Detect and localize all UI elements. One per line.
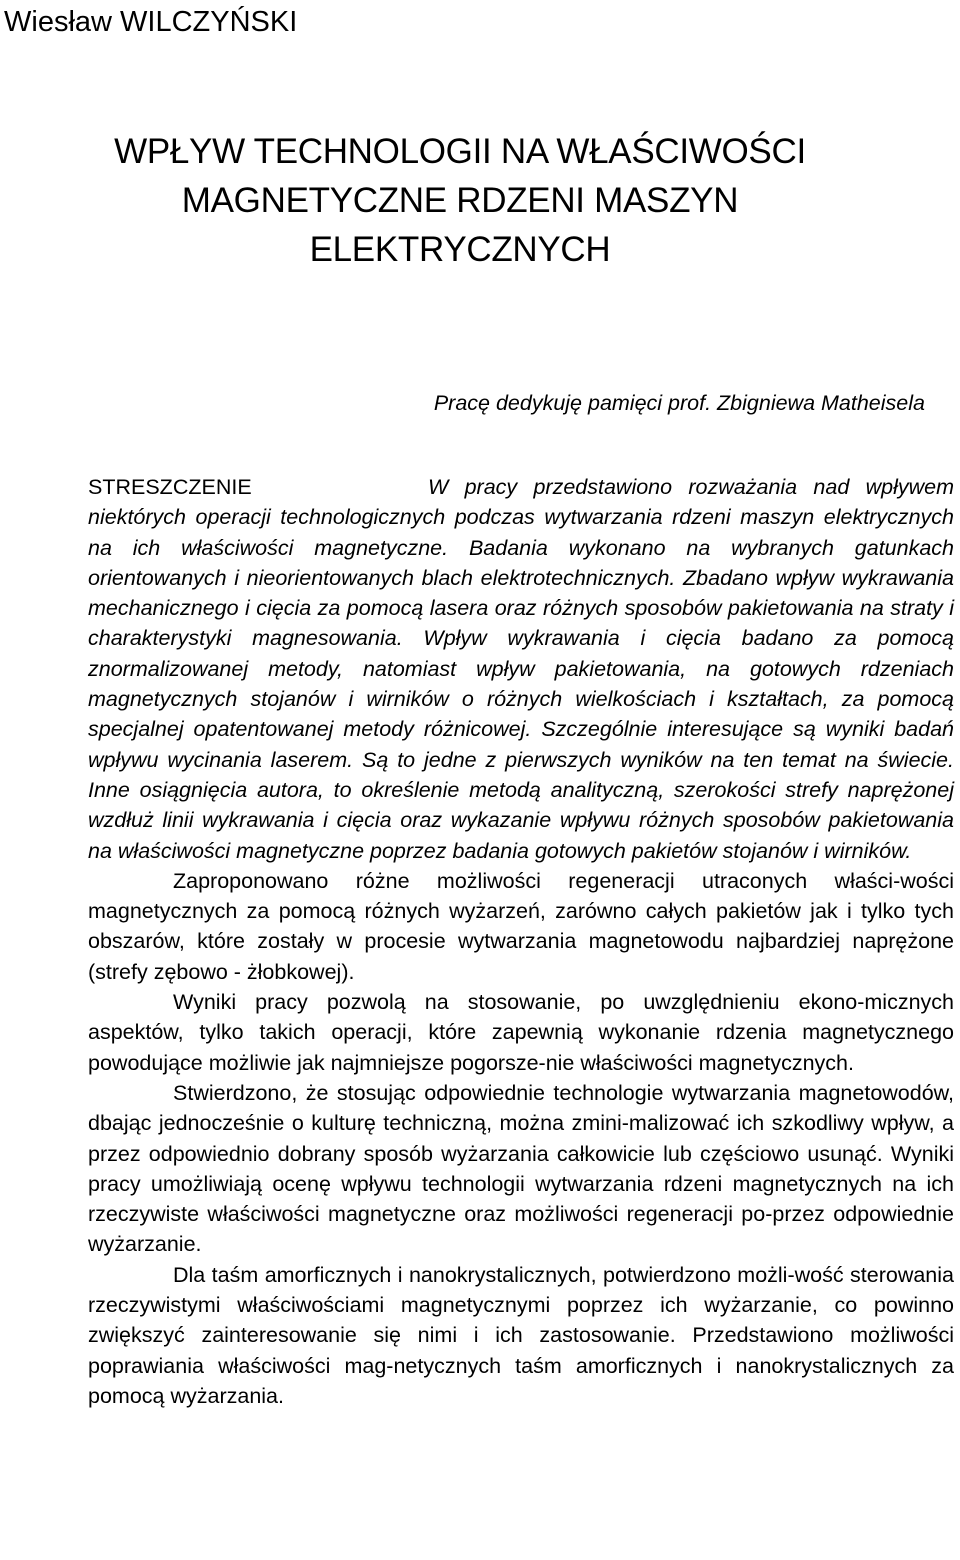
abstract-label: STRESZCZENIE: [88, 475, 252, 499]
title-line: ELEKTRYCZNYCH: [309, 230, 611, 269]
paper-body: [88, 472, 954, 1411]
title-line: MAGNETYCZNE RDZENI MASZYN: [181, 181, 739, 220]
author-name: Wiesław WILCZYŃSKI: [4, 6, 298, 38]
body-paragraph: Dla taśm amorficznych i nanokrystalicznych, potwierdzono możli-wość sterowania rzeczywistymi właściwościami magnetycznymi poprzez ich wyżarzanie, co powinno zwiększyć zainteresowanie się nimi i ich zastosowanie. Przedstawiono możliwości poprawiania właściwości mag-netycznych taśm amorficznych i nanokrystalicznych za pomocą wyżarzania.: [88, 1262, 954, 1408]
abstract-paragraph: [88, 472, 954, 866]
body-paragraph: Wyniki pracy pozwolą na stosowanie, po uwzględnieniu ekono-micznych aspektów, tylko takich operacji, które zapewnią wykonanie rdzenia magnetycznego powodujące możliwie jak najmniejsze pogorsze-nie właściwości magnetycznych.: [88, 990, 954, 1075]
dedication: Pracę dedykuję pamięci prof. Zbigniewa Matheisela: [433, 391, 925, 415]
body-paragraph: Zaproponowano różne możliwości regeneracji utraconych właści-wości magnetycznych za pomocą różnych wyżarzeń, zarówno całych pakietów jak i tylko tych obszarów, które zostały w procesie wytwarzania magnetowodu najbardziej naprężone (strefy zębowo - żłobkowej).: [88, 868, 954, 984]
title-line: WPŁYW TECHNOLOGII NA WŁAŚCIWOŚCI: [114, 132, 806, 171]
abstract-text: W pracy przedstawiono rozważania nad wpływem niektórych operacji technologicznych podczas wytwarzania rdzeni maszyn elektrycznych na ich właściwości magnetyczne. Badania wykonano na wybranych gatunkach orientowanych i nieorientowanych blach elektrotechnicznych. Zbadano wpływ wykrawania mechanicznego i cięcia za pomocą lasera oraz różnych sposobów pakietowania na straty i charakterystyki magnesowania. Wpływ wykrawania i cięcia badano za pomocą znormalizowanej metody, natomiast wpływ pakietowania, na gotowych rdzeniach magnetycznych stojanów i wirników o różnych wielkościach i kształtach, za pomocą specjalnej opatentowanej metody różnicowej. Szczególnie interesujące są wyniki badań wpływu wycinania laserem. Są to jedne z pierwszych wyników na ten temat na świecie. Inne osiągnięcia autora, to określenie metodą analityczną, szerokości strefy naprężonej wzdłuż linii wykrawania i cięcia oraz wykazanie wpływu różnych sposobów pakietowania na właściwości magnetyczne poprzez badania gotowych pakietów stojanów i wirników.: [88, 475, 954, 863]
paper-title: [40, 127, 880, 274]
body-paragraph: Stwierdzono, że stosując odpowiednie technologie wytwarzania magnetowodów, dbając jednocześnie o kulturę techniczną, można zmini-malizować ich szkodliwy wpływ, a przez odpowiednio dobrany sposób wyżarzania całkowicie lub częściowo usunąć. Wyniki pracy umożliwiają ocenę wpływu technologii wytwarzania rdzeni magnetycznych na ich rzeczywiste właściwości magnetyczne oraz możliwości regeneracji po-przez odpowiednie wyżarzanie.: [88, 1080, 954, 1257]
